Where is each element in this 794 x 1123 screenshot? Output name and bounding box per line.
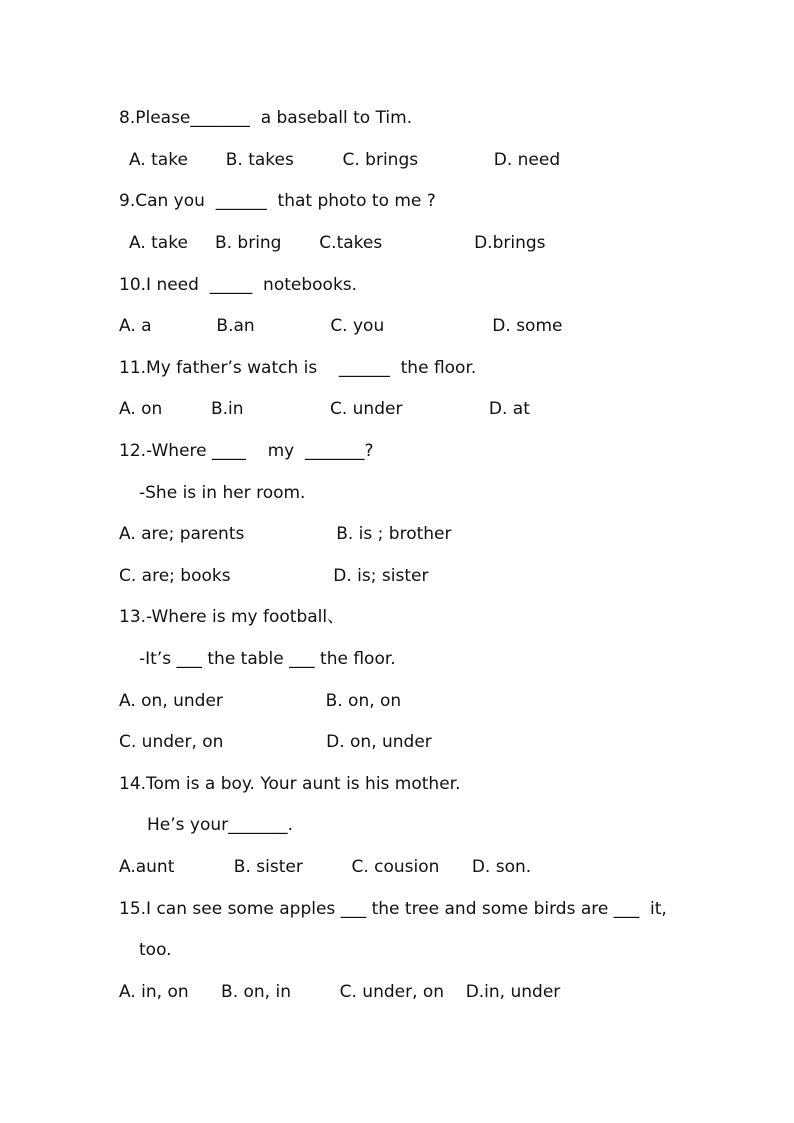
question-13-options-ab: A. on, under B. on, on <box>119 691 402 711</box>
question-13: 13.-Where is my football、 <box>119 607 345 627</box>
question-11: 11.My father’s watch is ______ the floor. <box>119 358 477 378</box>
question-12-answer: -She is in her room. <box>139 483 306 503</box>
question-14-options: A.aunt B. sister C. cousion D. son. <box>119 857 532 877</box>
question-15-options: A. in, on B. on, in C. under, on D.in, under <box>119 982 561 1002</box>
question-15: 15.I can see some apples ___ the tree and some birds are ___ it, <box>119 899 667 919</box>
question-8-options: A. take B. takes C. brings D. need <box>129 150 561 170</box>
question-8: 8.Please_______ a baseball to Tim. <box>119 108 413 128</box>
question-10-options: A. a B.an C. you D. some <box>119 316 563 336</box>
question-13-options-cd: C. under, on D. on, under <box>119 732 432 752</box>
question-13-answer: -It’s ___ the table ___ the floor. <box>139 649 396 669</box>
question-10: 10.I need _____ notebooks. <box>119 275 358 295</box>
question-9: 9.Can you ______ that photo to me ? <box>119 191 436 211</box>
question-9-options: A. take B. bring C.takes D.brings <box>129 233 546 253</box>
question-15-continued: too. <box>139 940 172 960</box>
question-11-options: A. on B.in C. under D. at <box>119 399 530 419</box>
question-12: 12.-Where ____ my _______? <box>119 441 374 461</box>
question-14-prompt: He’s your_______. <box>147 815 294 835</box>
question-14: 14.Tom is a boy. Your aunt is his mother. <box>119 774 461 794</box>
question-12-options-ab: A. are; parents B. is ; brother <box>119 524 452 544</box>
question-12-options-cd: C. are; books D. is; sister <box>119 566 429 586</box>
